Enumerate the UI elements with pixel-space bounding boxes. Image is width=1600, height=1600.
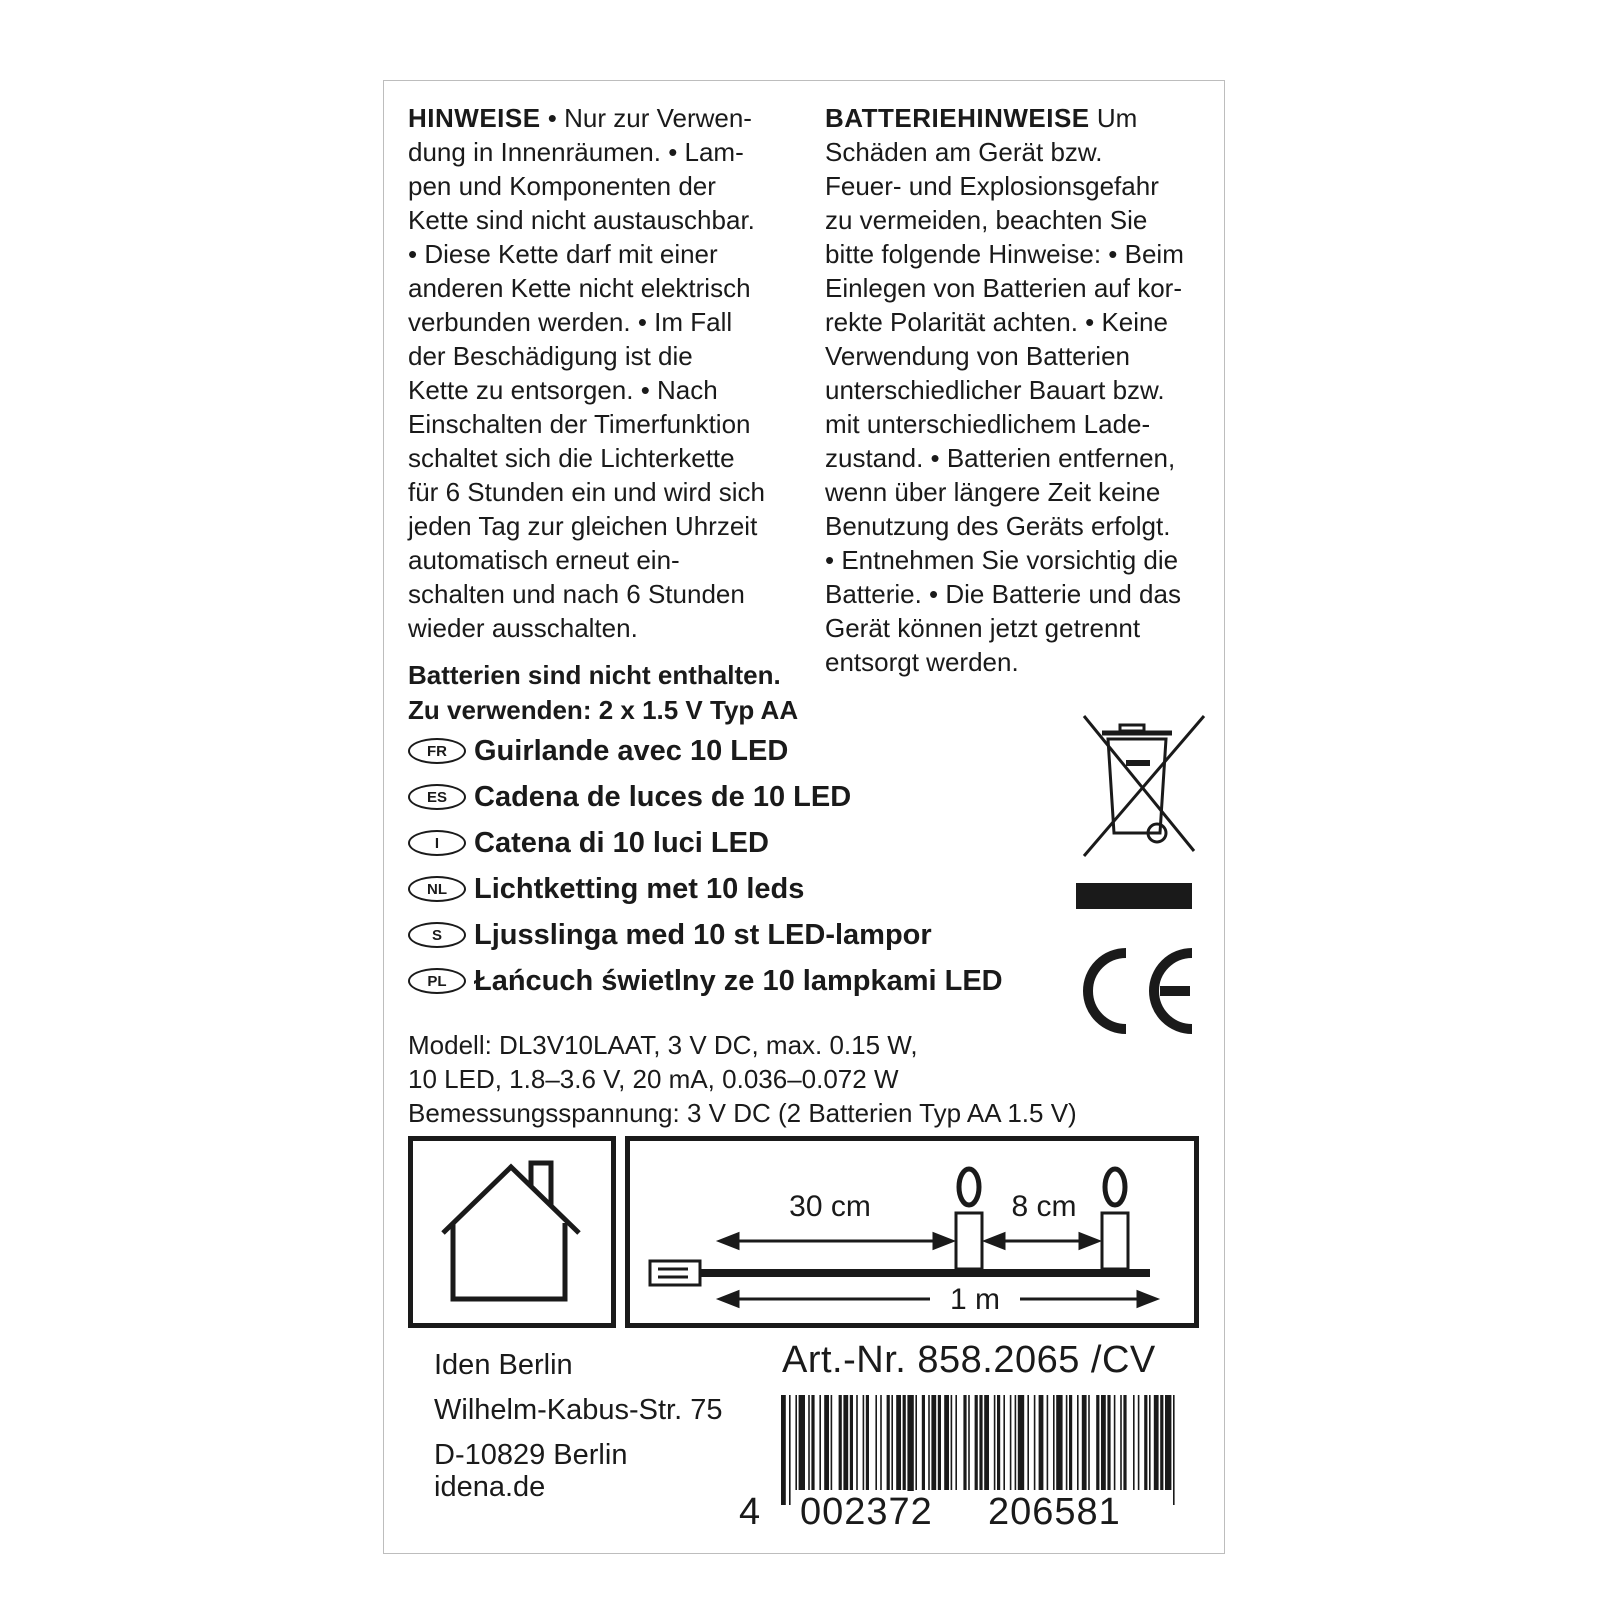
barcode-bar: [896, 1395, 901, 1490]
barcode-bar: [795, 1395, 797, 1490]
language-badge-pl: PL: [408, 968, 466, 994]
indoor-house-icon: [413, 1141, 611, 1323]
barcode-bar: [1053, 1395, 1055, 1490]
barcode-bar: [931, 1395, 936, 1490]
language-badge-nl: NL: [408, 876, 466, 902]
barcode-bar: [1138, 1395, 1140, 1490]
barcode-bar: [968, 1395, 970, 1490]
barcode-bar: [979, 1395, 982, 1490]
barcode-bar: [1027, 1395, 1029, 1490]
translation-es: [408, 774, 1058, 820]
barcode-bar: [1173, 1395, 1175, 1505]
barcode-bar: [1039, 1395, 1044, 1490]
barcode-bar: [781, 1395, 786, 1505]
barcode-bar: [1107, 1395, 1110, 1490]
hinweise-line: automatisch erneut ein-: [408, 545, 680, 575]
hinweise-line: schalten und nach 6 Stunden: [408, 579, 745, 609]
hinweise-line-0: HINWEISE • Nur zur Verwen-: [408, 103, 752, 133]
hinweise-line: der Beschädigung ist die: [408, 341, 693, 371]
company-name: Iden Berlin: [434, 1349, 573, 1381]
barcode-bar: [928, 1395, 930, 1490]
barcode-bar: [1088, 1395, 1090, 1490]
barcode-bar: [808, 1395, 810, 1490]
ce-mark-icon: [1074, 941, 1204, 1041]
spec-line1: Modell: DL3V10LAAT, 3 V DC, max. 0.15 W,: [408, 1030, 918, 1060]
batterie-line: Schäden am Gerät bzw.: [825, 137, 1103, 167]
hinweise-line: Einschalten der Timerfunktion: [408, 409, 751, 439]
batterie-line: entsorgt werden.: [825, 647, 1019, 677]
batterie-line: Gerät können jetzt getrennt: [825, 613, 1141, 643]
battery-note-line2: Zu verwenden: 2 x 1.5 V Typ AA: [408, 695, 799, 725]
language-badge-fr: FR: [408, 738, 466, 764]
city: D-10829 Berlin: [434, 1439, 628, 1471]
battery-note: [408, 658, 828, 728]
barcode-bar: [875, 1395, 877, 1490]
product-label: [383, 80, 1225, 1554]
hinweise-line: anderen Kette nicht elektrisch: [408, 273, 751, 303]
barcode-first-digit: 4: [739, 1491, 762, 1533]
hinweise-section: [408, 101, 793, 645]
chain-dimension-diagram: [625, 1136, 1199, 1328]
barcode-bar: [1066, 1395, 1068, 1490]
barcode-bar: [819, 1395, 821, 1490]
barcode-bar: [843, 1395, 848, 1490]
barcode-bar: [922, 1395, 925, 1490]
barcode-group2: 206581: [988, 1491, 1121, 1533]
batterie-line: zu vermeiden, beachten Sie: [825, 205, 1148, 235]
barcode-bar: [824, 1395, 829, 1490]
barcode-bar: [850, 1395, 853, 1490]
spec-line2: 10 LED, 1.8–3.6 V, 20 mA, 0.036–0.072 W: [408, 1064, 899, 1094]
barcode-bar: [1077, 1395, 1079, 1490]
barcode-bar: [1082, 1395, 1087, 1490]
website: idena.de: [434, 1471, 546, 1503]
barcode-bar: [915, 1395, 917, 1490]
hinweise-line: • Diese Kette darf mit einer: [408, 239, 718, 269]
translation-pl: [408, 958, 1058, 1004]
diagram-total-length: 1 m: [949, 1283, 1001, 1316]
indoor-use-box: [408, 1136, 616, 1328]
batteriehinweise-section: [825, 101, 1215, 679]
translation-se: [408, 912, 1058, 958]
barcode-bar: [1165, 1395, 1171, 1490]
hinweise-heading: HINWEISE: [408, 103, 541, 133]
translation-nl: [408, 866, 1058, 912]
batterie-line: wenn über längere Zeit keine: [825, 477, 1161, 507]
batterie-line: Benutzung des Geräts erfolgt.: [825, 511, 1171, 541]
led-chain-diagram: [630, 1141, 1194, 1323]
weee-crossed-bin-icon: [1064, 711, 1212, 931]
barcode-bar: [1114, 1395, 1116, 1490]
barcode-group1: 002372: [800, 1491, 933, 1533]
batterie-line: Batterie. • Die Batterie und das: [825, 579, 1181, 609]
language-badge-it: I: [408, 830, 466, 856]
barcode-bar: [1056, 1395, 1062, 1490]
batterie-line: • Entnehmen Sie vorsichtig die: [825, 545, 1179, 575]
barcode-bar: [891, 1395, 893, 1490]
barcode-bar: [938, 1395, 941, 1490]
barcode-bar: [994, 1395, 996, 1490]
barcode-bar: [863, 1395, 865, 1490]
barcode-bar: [1010, 1395, 1012, 1490]
hinweise-line: verbunden werden. • Im Fall: [408, 307, 733, 337]
battery-note-line1: Batterien sind nicht enthalten.: [408, 660, 781, 690]
barcode-bar: [887, 1395, 890, 1490]
diagram-spacing: 8 cm: [1011, 1190, 1077, 1223]
barcode-bar: [839, 1395, 842, 1490]
batterie-line-0: BATTERIEHINWEISE Um: [825, 103, 1138, 133]
hinweise-line: Kette sind nicht austauschbar.: [408, 205, 755, 235]
article-number: Art.-Nr. 858.2065 /CV: [782, 1339, 1156, 1381]
barcode-bar: [1133, 1395, 1135, 1490]
translation-text-fr: Guirlande avec 10 LED: [474, 734, 789, 767]
barcode-bar: [811, 1395, 814, 1490]
hinweise-line: pen und Komponenten der: [408, 171, 716, 201]
barcode-bar: [951, 1395, 953, 1490]
language-badge-se: S: [408, 922, 466, 948]
barcode-bar: [1160, 1395, 1163, 1490]
batterie-line: bitte folgende Hinweise: • Beim: [825, 239, 1184, 269]
barcode-bar: [1123, 1395, 1126, 1490]
barcode-bar: [789, 1395, 791, 1505]
batterie-line: zustand. • Batterien entfernen,: [825, 443, 1176, 473]
batterie-line: mit unterschiedlichem Lade-: [825, 409, 1151, 439]
translation-text-nl: Lichtketting met 10 leds: [474, 872, 805, 905]
barcode-bar: [997, 1395, 1000, 1490]
hinweise-line: Kette zu entsorgen. • Nach: [408, 375, 718, 405]
barcode-bar: [1144, 1395, 1147, 1490]
manufacturer-address: [434, 1343, 723, 1478]
barcode-bar: [1018, 1395, 1024, 1490]
barcode-bar: [975, 1395, 978, 1490]
batterie-line: rekte Polarität achten. • Keine: [825, 307, 1168, 337]
barcode-bar: [955, 1395, 957, 1490]
barcode-bar: [1096, 1395, 1099, 1490]
street: Wilhelm-Kabus-Str. 75: [434, 1394, 723, 1426]
barcode-bar: [1120, 1395, 1122, 1490]
translation-it: [408, 820, 1058, 866]
batterie-line: Feuer- und Explosionsgefahr: [825, 171, 1159, 201]
batterie-line: unterschiedlicher Bauart bzw.: [825, 375, 1165, 405]
batteriehinweise-heading: BATTERIEHINWEISE: [825, 103, 1090, 133]
barcode-bar: [984, 1395, 989, 1490]
language-badge-es: ES: [408, 784, 466, 810]
barcode-bar: [1034, 1395, 1036, 1490]
barcode-bar: [1003, 1395, 1005, 1490]
hinweise-line: dung in Innenräumen. • Lam-: [408, 137, 744, 167]
barcode: [779, 1395, 1179, 1505]
translations-list: [408, 728, 1058, 1004]
barcode-bar: [1101, 1395, 1106, 1490]
barcode-bar: [1149, 1395, 1151, 1490]
barcode-bar: [880, 1395, 882, 1490]
barcode-bar: [1047, 1395, 1049, 1490]
barcode-bar: [831, 1395, 833, 1490]
translation-text-pl: Łańcuch świetlny ze 10 lampkami LED: [474, 964, 1003, 997]
translation-text-se: Ljusslinga med 10 st LED-lampor: [474, 918, 932, 951]
translation-fr: [408, 728, 1058, 774]
barcode-bar: [944, 1395, 949, 1490]
barcode-bar: [1069, 1395, 1072, 1490]
barcode-bar: [903, 1395, 906, 1490]
batterie-line: Einlegen von Batterien auf kor-: [825, 273, 1182, 303]
specifications: [408, 1028, 1077, 1130]
barcode-bar: [1154, 1395, 1159, 1490]
barcode-bar: [963, 1395, 966, 1490]
barcode-bar: [907, 1395, 913, 1505]
barcode-bar: [866, 1395, 869, 1490]
barcode-bar: [856, 1395, 858, 1490]
barcode-bar: [799, 1395, 805, 1490]
hinweise-line: wieder ausschalten.: [408, 613, 638, 643]
hinweise-line: für 6 Stunden ein und wird sich: [408, 477, 765, 507]
barcode-bar: [1015, 1395, 1017, 1490]
hinweise-line: schaltet sich die Lichterkette: [408, 443, 735, 473]
translation-text-es: Cadena de luces de 10 LED: [474, 780, 852, 813]
translation-text-it: Catena di 10 luci LED: [474, 826, 769, 859]
diagram-lead-length: 30 cm: [789, 1190, 871, 1223]
batterie-line: Verwendung von Batterien: [825, 341, 1130, 371]
hinweise-line: jeden Tag zur gleichen Uhrzeit: [408, 511, 758, 541]
spec-line3: Bemessungsspannung: 3 V DC (2 Batterien Typ AA 1.5 V): [408, 1098, 1077, 1128]
